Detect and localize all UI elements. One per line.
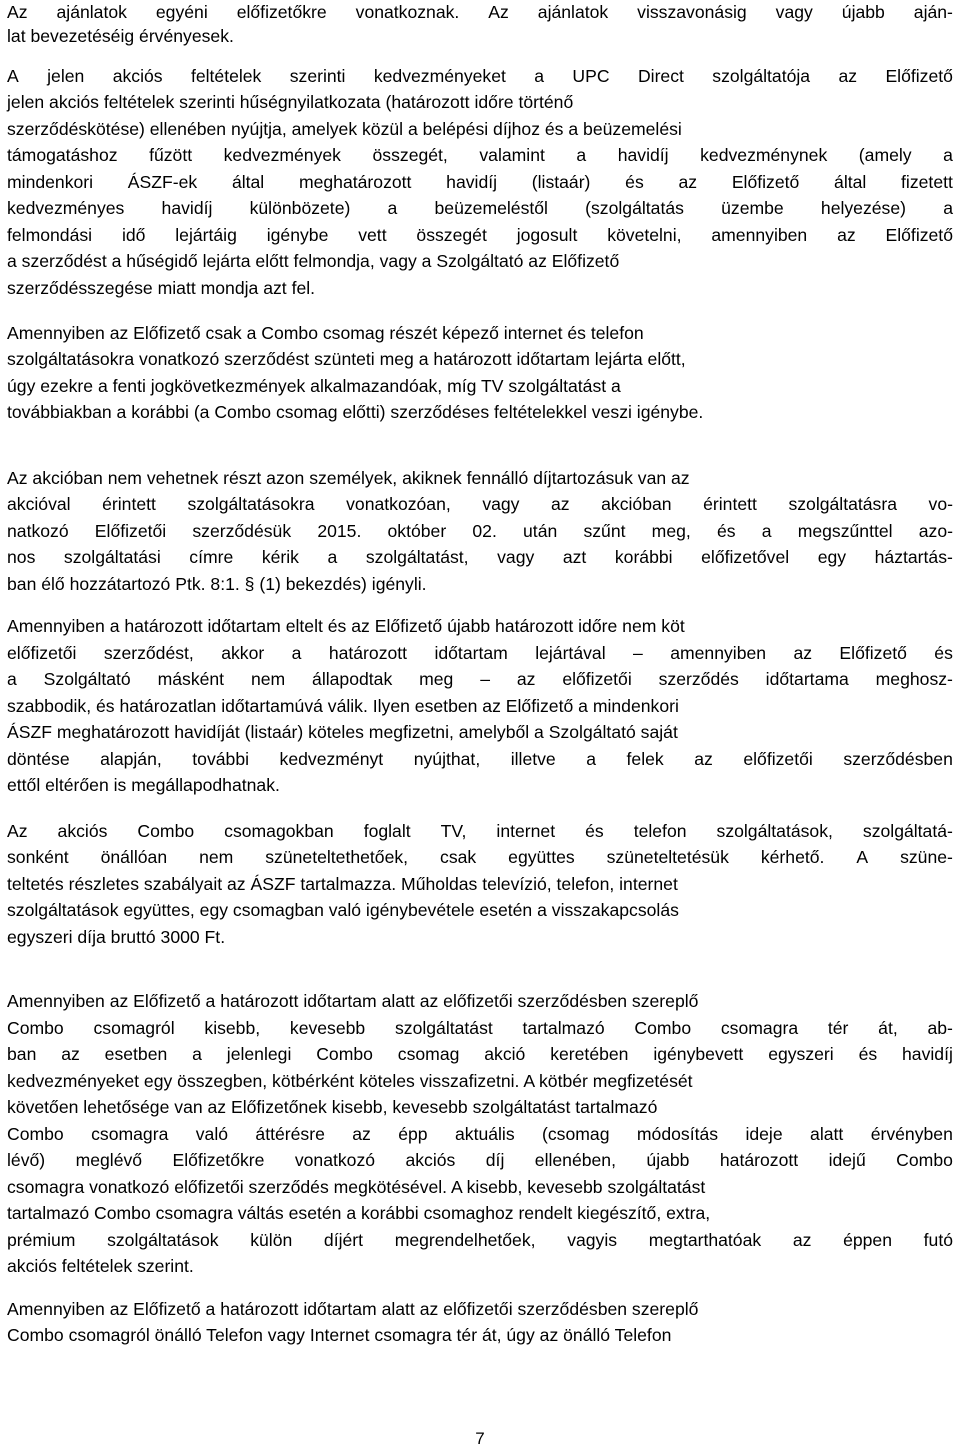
paragraph-line: Amennyiben az Előfizető a határozott időtartam alatt az előfizetői szerződésben szereplő xyxy=(7,991,699,1011)
paragraph-line: Amennyiben az Előfizető a határozott időtartam alatt az előfizetői szerződésben szereplő xyxy=(7,1299,699,1319)
paragraph-line: úgy ezekre a fenti jogkövetkezmények alkalmazandóak, míg TV szolgáltatást a xyxy=(7,376,621,396)
paragraph-line: ÁSZF meghatározott havidíját (listaár) köteles megfizetni, amelyből a Szolgáltató saját xyxy=(7,722,678,742)
paragraph-line: prémium szolgáltatások külön díjért megrendelhetőek, vagyis megtarthatóak az éppen futó xyxy=(7,1230,953,1250)
paragraph-line: jelen akciós feltételek szerinti hűségnyilatkozata (határozott időre történő xyxy=(7,92,574,112)
paragraph-line: a Szolgáltató másként nem állapodtak meg – az előfizetői szerződés időtartama meghosz- xyxy=(7,669,953,689)
paragraph-line: továbbiakban a korábbi (a Combo csomag előtti) szerződéses feltételekkel veszi igénybe. xyxy=(7,402,704,422)
paragraph-line: Combo csomagról önálló Telefon vagy Internet csomagra tér át, úgy az önálló Telefon xyxy=(7,1325,672,1345)
paragraph-line: döntése alapján, további kedvezményt nyújthat, illetve a felek az előfizetői szerződésben xyxy=(7,749,953,769)
paragraph-line: támogatáshoz fűzött kedvezmények összegét, valamint a havidíj kedvezménynek (amely a xyxy=(7,145,953,165)
paragraph-line: szolgáltatások együttes, egy csomagban való igénybevétele esetén a visszakapcsolás xyxy=(7,900,679,920)
paragraph-line: Az akcióban nem vehetnek részt azon személyek, akiknek fennálló díjtartozásuk van az xyxy=(7,468,690,488)
paragraph-line: Az akciós Combo csomagokban foglalt TV, internet és telefon szolgáltatások, szolgáltatá- xyxy=(7,821,953,841)
paragraph-line: tartalmazó Combo csomagra váltás esetén a korábbi csomaghoz rendelt kiegészítő, extra, xyxy=(7,1203,711,1223)
paragraph-line: ban élő hozzátartozó Ptk. 8:1. § (1) bekezdés) igényli. xyxy=(7,574,427,594)
paragraph-line: nos szolgáltatási címre kérik a szolgáltatást, vagy azt korábbi előfizetővel egy háztartás- xyxy=(7,547,953,567)
paragraph-line: felmondási idő lejártáig igénybe vett összegét jogosult követelni, amennyiben az Előfizető xyxy=(7,225,953,245)
paragraph-line: akciós feltételek szerint. xyxy=(7,1256,194,1276)
paragraph-line: akcióval érintett szolgáltatásokra vonatkozóan, vagy az akcióban érintett szolgáltatásra vo- xyxy=(7,494,953,514)
paragraph-line: ban az esetben a jelenlegi Combo csomag akció keretében igénybevett egyszeri és havidíj xyxy=(7,1044,953,1064)
paragraph-line: lévő) meglévő Előfizetőkre vonatkozó akciós díj ellenében, újabb határozott idejű Combo xyxy=(7,1150,953,1170)
paragraph-line: Az ajánlatok egyéni előfizetőkre vonatkoznak. Az ajánlatok visszavonásig vagy újabb aján- xyxy=(7,2,953,22)
paragraph-line: a szerződést a hűségidő lejárta előtt felmondja, vagy a Szolgáltató az Előfizető xyxy=(7,251,620,271)
paragraph-line: Combo csomagról kisebb, kevesebb szolgáltatást tartalmazó Combo csomagra tér át, ab- xyxy=(7,1018,953,1038)
paragraph-line: szabbodik, és határozatlan időtartamúvá válik. Ilyen esetben az Előfizető a mindenkori xyxy=(7,696,679,716)
paragraph-line: csomagra vonatkozó előfizetői szerződés megkötésével. A kisebb, kevesebb szolgáltatást xyxy=(7,1177,706,1197)
paragraph-line: kedvezményes havidíj különbözete) a beüzemeléstől (szolgáltatás üzembe helyezése) a xyxy=(7,198,953,218)
paragraph-line: lat bevezetéséig érvényesek. xyxy=(7,26,234,46)
paragraph-line: ettől eltérően is megállapodhatnak. xyxy=(7,775,280,795)
paragraph-line: egyszeri díja bruttó 3000 Ft. xyxy=(7,927,226,947)
paragraph-line: mindenkori ÁSZF-ek által meghatározott havidíj (listaár) és az Előfizető által fizetett xyxy=(7,172,953,192)
paragraph-line: sonként önállóan nem szüneteltethetőek, csak együttes szüneteltetésük kérhető. A szüne- xyxy=(7,847,953,867)
paragraph-line: követően lehetősége van az Előfizetőnek kisebb, kevesebb szolgáltatást tartalmazó xyxy=(7,1097,658,1117)
paragraph-line: Combo csomagra való áttérésre az épp aktuális (csomag módosítás ideje alatt érvényben xyxy=(7,1124,953,1144)
paragraph-line: natkozó Előfizetői szerződésük 2015. október 02. után szűnt meg, és a megszűnttel azo- xyxy=(7,521,953,541)
paragraph-line: előfizetői szerződést, akkor a határozott időtartam lejártával – amennyiben az Előfizető és xyxy=(7,643,953,663)
paragraph-line: szerződésszegése miatt mondja azt fel. xyxy=(7,278,316,298)
paragraph-line: kedvezményeket egy összegben, kötbérként köteles visszafizetni. A kötbér megfizetését xyxy=(7,1071,693,1091)
paragraph-line: szerződéskötése) ellenében nyújtja, amelyek közül a belépési díjhoz és a beüzemelési xyxy=(7,119,682,139)
paragraph-line: Amennyiben az Előfizető csak a Combo csomag részét képező internet és telefon xyxy=(7,323,644,343)
paragraph-line: A jelen akciós feltételek szerinti kedvezményeket a UPC Direct szolgáltatója az Előfizető xyxy=(7,66,953,86)
paragraph-line: szolgáltatásokra vonatkozó szerződést szünteti meg a határozott időtartam lejárta előtt, xyxy=(7,349,686,369)
paragraph-line: teltetés részletes szabályait az ÁSZF tartalmazza. Műholdas televízió, telefon, internet xyxy=(7,874,678,894)
paragraph-line: Amennyiben a határozott időtartam eltelt és az Előfizető újabb határozott időre nem köt xyxy=(7,616,685,636)
page-number: 7 xyxy=(475,1429,485,1448)
